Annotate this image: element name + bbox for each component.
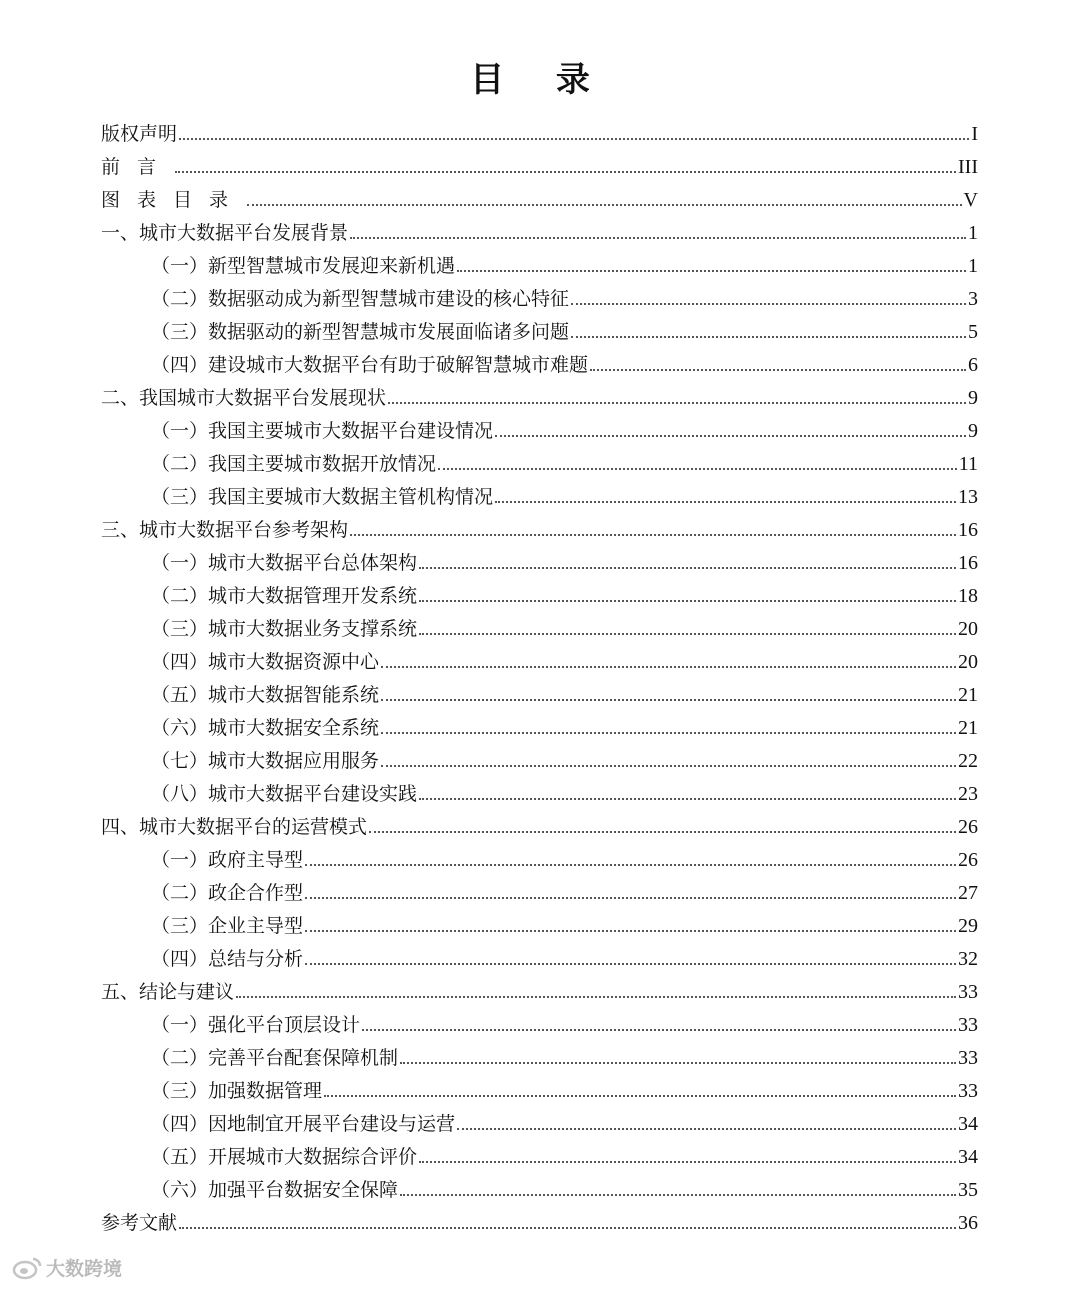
toc-entry-title: （四）建设城市大数据平台有助于破解智慧城市难题 [151, 354, 589, 376]
toc-entry-page: 34 [958, 1113, 978, 1135]
toc-entry-title: （六）加强平台数据安全保障 [151, 1179, 399, 1201]
toc-entry [101, 641, 978, 674]
dot-leader [175, 171, 956, 173]
dot-leader [305, 930, 956, 932]
toc-entry-title: 二、我国城市大数据平台发展现状 [101, 387, 387, 409]
toc-entry-page: 1 [968, 222, 978, 244]
toc-entry-title: 三、城市大数据平台参考架构 [101, 519, 349, 541]
dot-leader [388, 402, 966, 404]
toc-entry-page: 29 [958, 915, 978, 937]
weibo-logo-icon [12, 1256, 42, 1280]
dot-leader [381, 666, 956, 668]
toc-entry [101, 113, 978, 146]
dot-leader [362, 1029, 956, 1031]
dot-leader [305, 864, 956, 866]
toc-entry-page: 5 [968, 321, 978, 343]
toc-entry-title: （五）城市大数据智能系统 [151, 684, 380, 706]
dot-leader [305, 897, 956, 899]
toc-entry-title: （三）城市大数据业务支撑系统 [151, 618, 418, 640]
toc-entry-page: 3 [968, 288, 978, 310]
toc-entry-page: 26 [958, 849, 978, 871]
toc-entry [101, 1004, 978, 1037]
toc-entry-title: （一）我国主要城市大数据平台建设情况 [151, 420, 494, 442]
toc-entry-title: （八）城市大数据平台建设实践 [151, 783, 418, 805]
toc-entry-page: I [971, 123, 978, 145]
toc-entry-title: （一）城市大数据平台总体架构 [151, 552, 418, 574]
toc-entry [101, 212, 978, 245]
toc-entry [101, 806, 978, 839]
toc-entry-title: （一）政府主导型 [151, 849, 304, 871]
toc-entry-title: （六）城市大数据安全系统 [151, 717, 380, 739]
dot-leader [438, 468, 957, 470]
toc-entry [101, 707, 978, 740]
dot-leader [350, 237, 966, 239]
toc-entry-title: 前言 [101, 156, 174, 178]
toc-entry [101, 443, 978, 476]
toc-entry-title: （三）我国主要城市大数据主管机构情况 [151, 486, 494, 508]
toc-entry-page: 22 [958, 750, 978, 772]
dot-leader [457, 270, 966, 272]
dot-leader [590, 369, 966, 371]
toc-entry [101, 1136, 978, 1169]
toc-entry-title: （四）因地制宜开展平台建设与运营 [151, 1113, 456, 1135]
toc-entry [101, 311, 978, 344]
page-title: 目 录 [470, 60, 610, 100]
dot-leader [305, 963, 956, 965]
toc-entry [101, 344, 978, 377]
toc-entry-title: （二）完善平台配套保障机制 [151, 1047, 399, 1069]
toc-entry [101, 872, 978, 905]
toc-entry-page: 33 [958, 981, 978, 1003]
watermark-text: 大数跨境 [46, 1258, 123, 1280]
toc-entry [101, 1037, 978, 1070]
dot-leader [419, 798, 956, 800]
toc-entry-title: （五）开展城市大数据综合评价 [151, 1146, 418, 1168]
toc-entry-page: 13 [958, 486, 978, 508]
toc-entry [101, 410, 978, 443]
toc-entry [101, 476, 978, 509]
dot-leader [369, 831, 956, 833]
toc-entry-title: 五、结论与建议 [101, 981, 235, 1003]
dot-leader [571, 336, 966, 338]
toc-entry [101, 608, 978, 641]
toc-entry-page: 16 [958, 552, 978, 574]
toc-entry-page: 20 [958, 618, 978, 640]
toc-entry-title: 一、城市大数据平台发展背景 [101, 222, 349, 244]
toc-entry-page: 33 [958, 1047, 978, 1069]
dot-leader [381, 765, 956, 767]
toc-entry-page: 34 [958, 1146, 978, 1168]
toc-entry-page: 26 [958, 816, 978, 838]
toc-entry [101, 905, 978, 938]
toc-entry-title: （二）数据驱动成为新型智慧城市建设的核心特征 [151, 288, 570, 310]
toc-entry [101, 938, 978, 971]
dot-leader [457, 1128, 956, 1130]
dot-leader [419, 600, 956, 602]
toc-entry-page: 9 [968, 387, 978, 409]
toc-entry-title: （七）城市大数据应用服务 [151, 750, 380, 772]
toc-entry-title: （二）城市大数据管理开发系统 [151, 585, 418, 607]
toc-entry-page: III [958, 156, 978, 178]
dot-leader [495, 501, 956, 503]
toc-entry [101, 674, 978, 707]
toc-entry-title: 图表目录 [101, 189, 246, 211]
dot-leader [350, 534, 956, 536]
toc-entry-page: 35 [958, 1179, 978, 1201]
dot-leader [419, 633, 956, 635]
toc-entry-title: 参考文献 [101, 1212, 178, 1234]
toc-entry-page: 6 [968, 354, 978, 376]
table-of-contents [101, 113, 978, 1235]
dot-leader [571, 303, 966, 305]
toc-entry [101, 971, 978, 1004]
dot-leader [495, 435, 966, 437]
watermark [12, 1254, 122, 1281]
dot-leader [179, 138, 969, 140]
dot-leader [381, 732, 956, 734]
dot-leader [381, 699, 956, 701]
toc-entry-title: 版权声明 [101, 123, 178, 145]
toc-entry-title: （四）城市大数据资源中心 [151, 651, 380, 673]
dot-leader [400, 1194, 956, 1196]
toc-entry-page: 9 [968, 420, 978, 442]
dot-leader [247, 204, 962, 206]
toc-entry-title: （三）加强数据管理 [151, 1080, 323, 1102]
toc-entry [101, 773, 978, 806]
toc-entry-page: 33 [958, 1080, 978, 1102]
toc-entry [101, 542, 978, 575]
toc-entry [101, 740, 978, 773]
toc-entry [101, 1070, 978, 1103]
toc-entry-page: 21 [958, 717, 978, 739]
toc-entry [101, 1169, 978, 1202]
dot-leader [179, 1227, 956, 1229]
toc-entry-title: （二）政企合作型 [151, 882, 304, 904]
toc-entry-title: （一）强化平台顶层设计 [151, 1014, 361, 1036]
toc-entry-page: V [963, 189, 978, 211]
toc-entry-page: 16 [958, 519, 978, 541]
toc-entry-title: （三）企业主导型 [151, 915, 304, 937]
toc-entry-page: 1 [968, 255, 978, 277]
toc-entry-page: 20 [958, 651, 978, 673]
toc-entry-title: （二）我国主要城市数据开放情况 [151, 453, 437, 475]
dot-leader [419, 567, 956, 569]
toc-entry-title: （三）数据驱动的新型智慧城市发展面临诸多问题 [151, 321, 570, 343]
toc-entry [101, 179, 978, 212]
toc-entry [101, 245, 978, 278]
toc-entry-page: 18 [958, 585, 978, 607]
toc-entry-page: 27 [958, 882, 978, 904]
toc-entry [101, 146, 978, 179]
toc-entry [101, 1202, 978, 1235]
toc-entry-page: 11 [958, 453, 978, 475]
toc-entry-page: 33 [958, 1014, 978, 1036]
dot-leader [400, 1062, 956, 1064]
dot-leader [324, 1095, 956, 1097]
toc-entry-page: 23 [958, 783, 978, 805]
toc-entry-page: 36 [958, 1212, 978, 1234]
toc-entry-title: （一）新型智慧城市发展迎来新机遇 [151, 255, 456, 277]
toc-entry [101, 1103, 978, 1136]
toc-entry-title: （四）总结与分析 [151, 948, 304, 970]
toc-entry-page: 21 [958, 684, 978, 706]
toc-entry [101, 509, 978, 542]
toc-entry [101, 278, 978, 311]
toc-entry [101, 839, 978, 872]
dot-leader [236, 996, 956, 998]
toc-entry-page: 32 [958, 948, 978, 970]
dot-leader [419, 1161, 956, 1163]
toc-entry [101, 377, 978, 410]
toc-entry [101, 575, 978, 608]
toc-entry-title: 四、城市大数据平台的运营模式 [101, 816, 368, 838]
